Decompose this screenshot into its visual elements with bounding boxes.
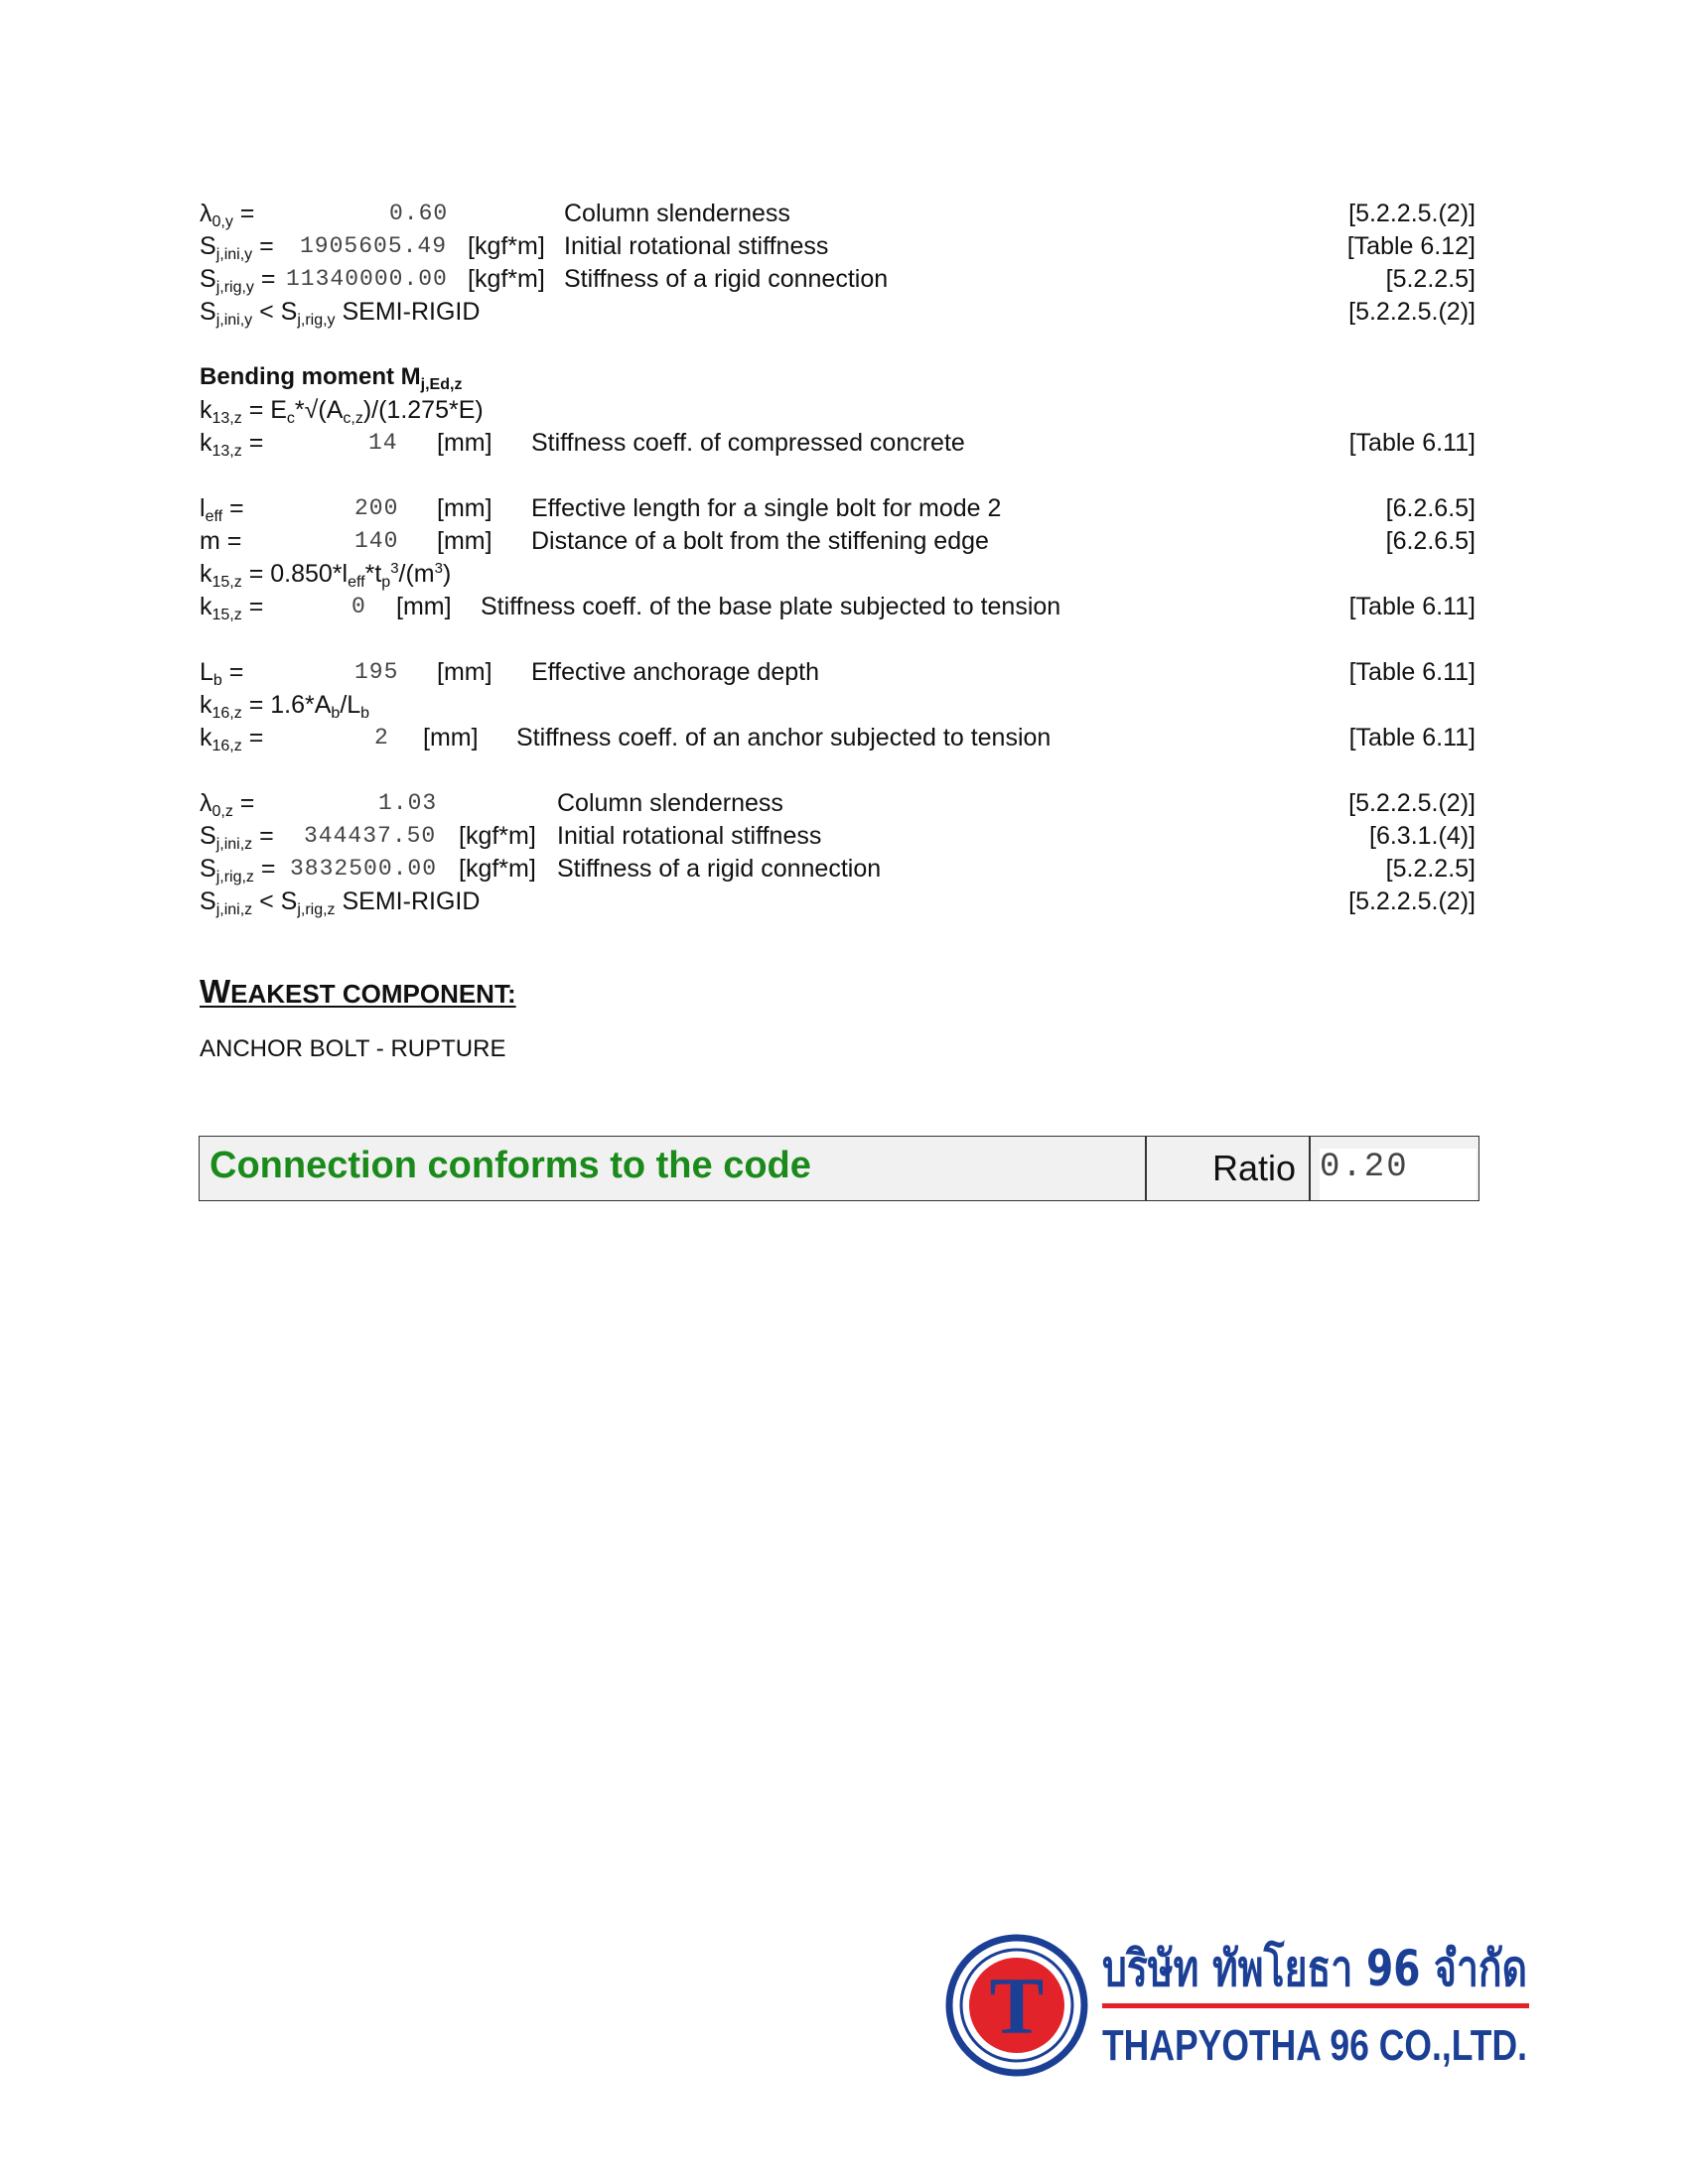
value-lambda0z: 1.03 (378, 790, 438, 816)
unit-k13z: [mm] (437, 429, 492, 457)
symbol: S (200, 265, 216, 293)
formula-sub: b (331, 705, 341, 722)
ref-sjiniz: [6.3.1.(4)] (1369, 822, 1476, 850)
value-lambda0y: 0.60 (389, 201, 449, 226)
formula-part: = 1.6*A (241, 691, 332, 719)
equals: = (241, 429, 264, 457)
desc-k13z: Stiffness coeff. of compressed concrete (531, 429, 965, 457)
symbol-sub: 13,z (211, 443, 242, 460)
formula-part: /(m (398, 560, 435, 588)
classification: SEMI-RIGID (335, 298, 481, 326)
formula-sup: 3 (434, 560, 443, 577)
row-leff (200, 493, 244, 523)
symbol: k (200, 724, 212, 751)
desc-sjiniy: Initial rotational stiffness (564, 232, 829, 260)
ref-k16z: [Table 6.11] (1348, 724, 1476, 751)
value-sjiniz: 344437.50 (304, 823, 437, 849)
symbol-sub: eff (205, 508, 223, 525)
formula-sub: c,z (343, 410, 363, 427)
logo-thai-name: บริษัท ทัพโยธา 96 จำกัด (1102, 1940, 1646, 1997)
symbol: λ (200, 789, 212, 817)
equals: = (221, 658, 244, 686)
ref-lb: [Table 6.11] (1348, 658, 1476, 686)
symbol: k (200, 691, 212, 719)
ref-sjiniy: [Table 6.12] (1346, 232, 1476, 260)
symbol: S (200, 822, 216, 850)
desc-k15z: Stiffness coeff. of the base plate subjected to tension (481, 593, 1061, 620)
symbol-sub: j,ini,y (215, 246, 253, 263)
symbol-sub: 16,z (211, 738, 242, 754)
symbol: k (200, 593, 212, 620)
row-k15z (200, 592, 263, 621)
symbol: k (200, 429, 212, 457)
formula-k16z (200, 690, 369, 720)
heading-rest: EAKEST COMPONENT: (230, 979, 516, 1009)
ref-k13z: [Table 6.11] (1348, 429, 1476, 457)
value-k15z: 0 (352, 594, 366, 619)
unit-k16z: [mm] (423, 724, 479, 751)
formula-sub: b (360, 705, 370, 722)
symbol-sub: j,rig,y (215, 279, 254, 296)
ref-sjrigy: [5.2.2.5] (1385, 265, 1476, 293)
row-k16z (200, 723, 263, 752)
row-sjrigy (200, 264, 275, 294)
ref-k15z: [Table 6.11] (1348, 593, 1476, 620)
symbol-sub: j,rig,z (297, 901, 336, 918)
divider (1309, 1137, 1311, 1200)
compare-op: < S (252, 887, 298, 915)
value-lb: 195 (354, 659, 399, 685)
unit-sjrigz: [kgf*m] (459, 855, 536, 883)
row-lb (200, 657, 243, 687)
row-lambda0z (200, 788, 254, 818)
row-lambda0y (200, 199, 254, 228)
equals: = (241, 593, 264, 620)
formula-sup: 3 (390, 560, 399, 577)
symbol: k (200, 396, 212, 424)
result-message: Connection conforms to the code (210, 1145, 811, 1186)
equals: = (222, 494, 244, 522)
desc-sjrigy: Stiffness of a rigid connection (564, 265, 889, 293)
row-compare-z (200, 887, 480, 916)
unit-sjiniy: [kgf*m] (468, 232, 545, 260)
value-leff: 200 (354, 495, 399, 521)
section-heading-bending (200, 362, 462, 392)
symbol-sub: 16,z (211, 705, 242, 722)
formula-sub: p (381, 574, 391, 591)
desc-k16z: Stiffness coeff. of an anchor subjected to tension (516, 724, 1052, 751)
equals: = (241, 724, 264, 751)
unit-sjrigy: [kgf*m] (468, 265, 545, 293)
heading-initial: W (200, 973, 231, 1010)
desc-sjiniz: Initial rotational stiffness (557, 822, 822, 850)
symbol-sub: 0,y (211, 213, 233, 230)
ref-lambda0z: [5.2.2.5.(2)] (1348, 789, 1476, 817)
logo-red-rule (1102, 2003, 1529, 2008)
ref-leff: [6.2.6.5] (1385, 494, 1476, 522)
formula-k15z (200, 559, 451, 589)
formula-part: )/(1.275*E) (362, 396, 484, 424)
formula-part: = E (241, 396, 287, 424)
desc-lambda0z: Column slenderness (557, 789, 783, 817)
unit-m: [mm] (437, 527, 492, 555)
row-sjrigz (200, 854, 275, 884)
symbol: S (200, 232, 216, 260)
row-sjiniy (200, 231, 274, 261)
equals: = (232, 200, 255, 227)
desc-lambda0y: Column slenderness (564, 200, 790, 227)
symbol-sub: 15,z (211, 574, 242, 591)
divider (1145, 1137, 1147, 1200)
row-sjiniz (200, 821, 274, 851)
compare-op: < S (252, 298, 298, 326)
row-m (200, 526, 241, 556)
value-k13z: 14 (368, 430, 398, 456)
equals: = (232, 789, 255, 817)
formula-part: *√(A (294, 396, 344, 424)
desc-m: Distance of a bolt from the stiffening edge (531, 527, 989, 555)
symbol: k (200, 560, 212, 588)
formula-k13z (200, 395, 484, 425)
value-sjrigz: 3832500.00 (290, 856, 438, 882)
unit-sjiniz: [kgf*m] (459, 822, 536, 850)
symbol: S (200, 887, 216, 915)
symbol: λ (200, 200, 212, 227)
symbol-sub: j,ini,z (215, 836, 253, 853)
company-logo-graphic (943, 1916, 1646, 2095)
company-logo (943, 1916, 1646, 2095)
result-box (199, 1136, 1479, 1201)
symbol: L (200, 658, 213, 686)
row-compare-y (200, 297, 480, 327)
symbol-sub: j,rig,y (297, 312, 336, 329)
symbol-sub: j,ini,z (215, 901, 253, 918)
unit-k15z: [mm] (396, 593, 452, 620)
formula-sub: c (286, 410, 295, 427)
formula-sub: eff (348, 574, 365, 591)
symbol-sub: j,rig,z (215, 869, 254, 886)
equals: = (253, 855, 276, 883)
desc-sjrigz: Stiffness of a rigid connection (557, 855, 882, 883)
equals: = (252, 822, 274, 850)
formula-part: = 0.850*l (241, 560, 349, 588)
value-m: 140 (354, 528, 399, 554)
classification: SEMI-RIGID (335, 887, 481, 915)
desc-leff: Effective length for a single bolt for mode 2 (531, 494, 1002, 522)
unit-leff: [mm] (437, 494, 492, 522)
equals: = (252, 232, 274, 260)
ref-compare-y: [5.2.2.5.(2)] (1348, 298, 1476, 326)
ref-compare-z: [5.2.2.5.(2)] (1348, 887, 1476, 915)
formula-part: *t (364, 560, 382, 588)
symbol-sub: 13,z (211, 410, 242, 427)
ref-lambda0y: [5.2.2.5.(2)] (1348, 200, 1476, 227)
symbol-sub: b (212, 672, 222, 689)
desc-lb: Effective anchorage depth (531, 658, 820, 686)
value-sjrigy: 11340000.00 (286, 266, 448, 292)
weakest-value: ANCHOR BOLT - RUPTURE (200, 1035, 506, 1062)
value-sjiniy: 1905605.49 (300, 233, 448, 259)
heading-text: Bending moment M (200, 363, 421, 390)
symbol: S (200, 855, 216, 883)
unit-lb: [mm] (437, 658, 492, 686)
logo-letter-icon: T (989, 1961, 1045, 2051)
ratio-label: Ratio (1212, 1148, 1297, 1188)
value-k16z: 2 (374, 725, 389, 751)
symbol: l (200, 494, 206, 522)
symbol-sub: 0,z (211, 803, 233, 820)
formula-part: ) (442, 560, 452, 588)
symbol-sub: 15,z (211, 607, 242, 623)
ratio-value: 0.20 (1320, 1149, 1477, 1200)
symbol: S (200, 298, 216, 326)
logo-english-name: THAPYOTHA 96 CO.,LTD. (1102, 2021, 1527, 2070)
row-k13z (200, 428, 263, 458)
equals: = (253, 265, 276, 293)
ref-sjrigz: [5.2.2.5] (1385, 855, 1476, 883)
ref-m: [6.2.6.5] (1385, 527, 1476, 555)
weakest-heading (200, 973, 516, 1011)
symbol-sub: j,ini,y (215, 312, 253, 329)
symbol: m = (200, 527, 242, 555)
heading-sub: j,Ed,z (420, 376, 463, 393)
formula-part: /L (340, 691, 361, 719)
